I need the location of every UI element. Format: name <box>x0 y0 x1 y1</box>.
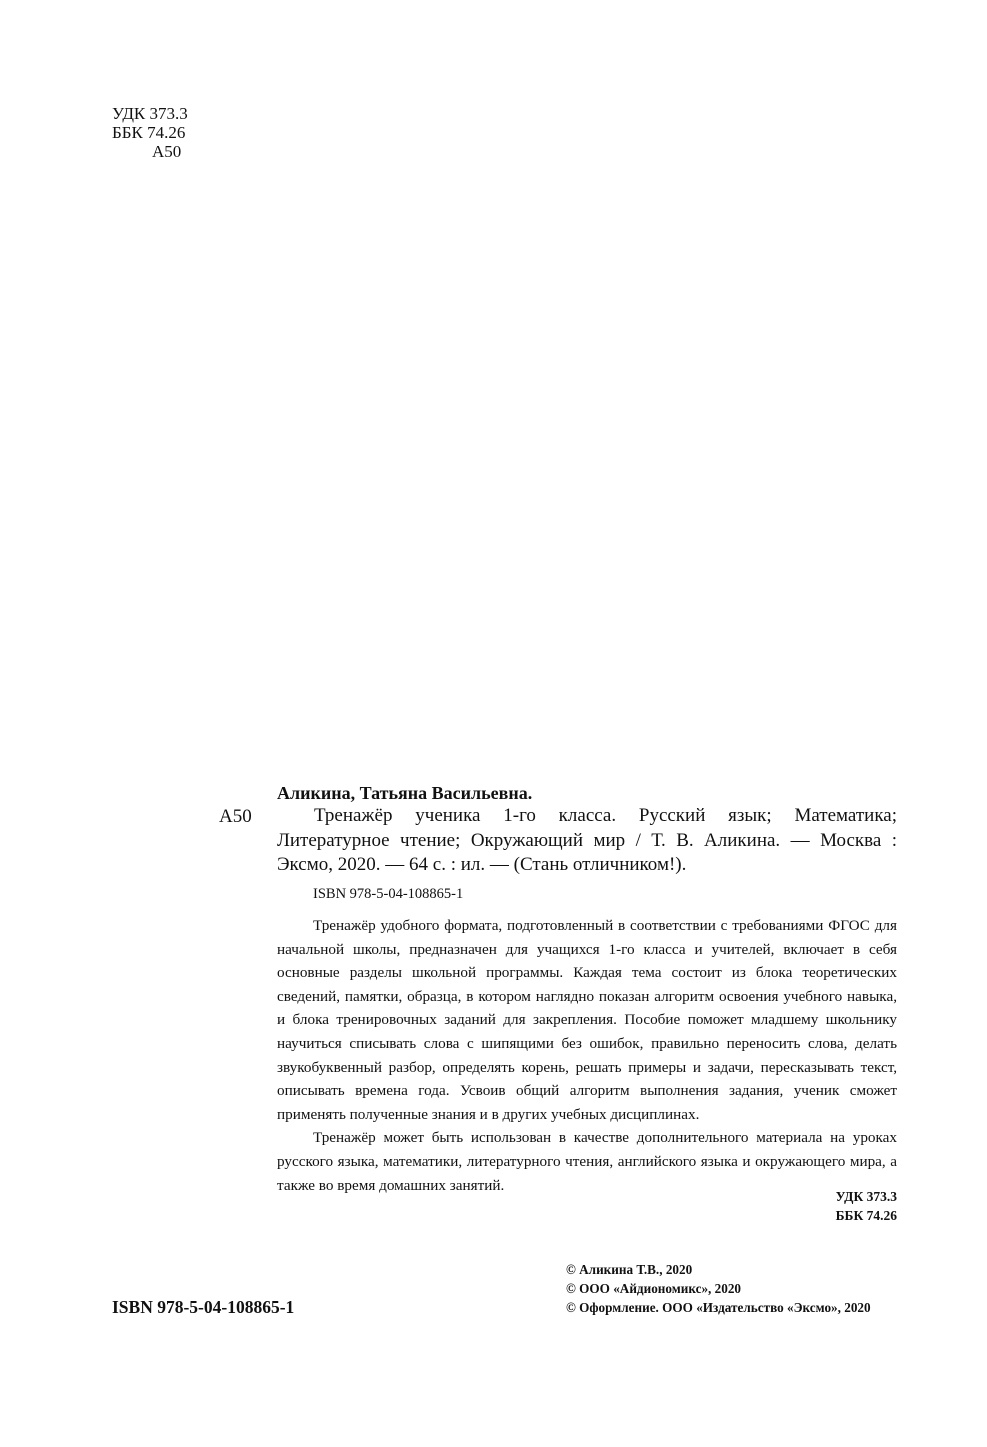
copyright-line: © Оформление. ООО «Издательство «Эксмо», 2020 <box>566 1300 871 1315</box>
bottom-bbk-code: ББК 74.26 <box>835 1207 897 1223</box>
copyright-line: © ООО «Айдиономикс», 2020 <box>566 1281 742 1296</box>
record-isbn: ISBN 978-5-04-108865-1 <box>313 886 464 902</box>
udk-code: УДК 373.3 <box>112 104 188 123</box>
bibliographic-description: Тренажёр ученика 1-го класса. Русский язык; Математика; Литературное чтение; Окружающий мир / Т. В. Аликина. — Москва : Эксмо, 2020. — 64 с. : ил. — (Стань отличником!). <box>277 805 897 875</box>
bottom-classification <box>760 1188 897 1225</box>
copyright-block <box>566 1260 871 1317</box>
bbk-code: ББК 74.26 <box>112 123 186 142</box>
annotation-paragraph-1: Тренажёр удобного формата, подготовленный в соответствии с требованиями ФГОС для начальной школы, предназначен для учащихся 1-го класса и учителей, включает в себя основные разделы школьной программы. Каждая тема состоит из блока теоретических сведений, памятки, образца, в котором наглядно показан алгоритм освоения учебного навыка, и блока тренировочных заданий для закрепления. Пособие поможет младшему школьнику научиться списывать слова с шипящими без ошибок, правильно переносить слова, делать звукобуквенный разбор, определять корень, решать примеры и задачи, пересказывать текст, описывать времена года. Усвоив общий алгоритм выполнения задания, ученик сможет применять полученные знания и в других учебных дисциплинах. <box>277 917 897 1123</box>
annotation-paragraph-2: Тренажёр может быть использован в качестве дополнительного материала на уроках русского языка, математики, литературного чтения, английского языка и окружающего мира, а также во время домашних занятий. <box>277 1129 897 1194</box>
author-name: Аликина, Татьяна Васильевна. <box>277 783 533 803</box>
bottom-udk-code: УДК 373.3 <box>835 1189 897 1204</box>
annotation <box>277 914 897 1197</box>
record-author-sign: А50 <box>219 806 252 827</box>
footer-isbn: ISBN 978-5-04-108865-1 <box>112 1297 295 1317</box>
author-sign-code: А50 <box>152 142 182 161</box>
top-classification <box>112 104 188 161</box>
copyright-line: © Аликина Т.В., 2020 <box>566 1262 693 1277</box>
